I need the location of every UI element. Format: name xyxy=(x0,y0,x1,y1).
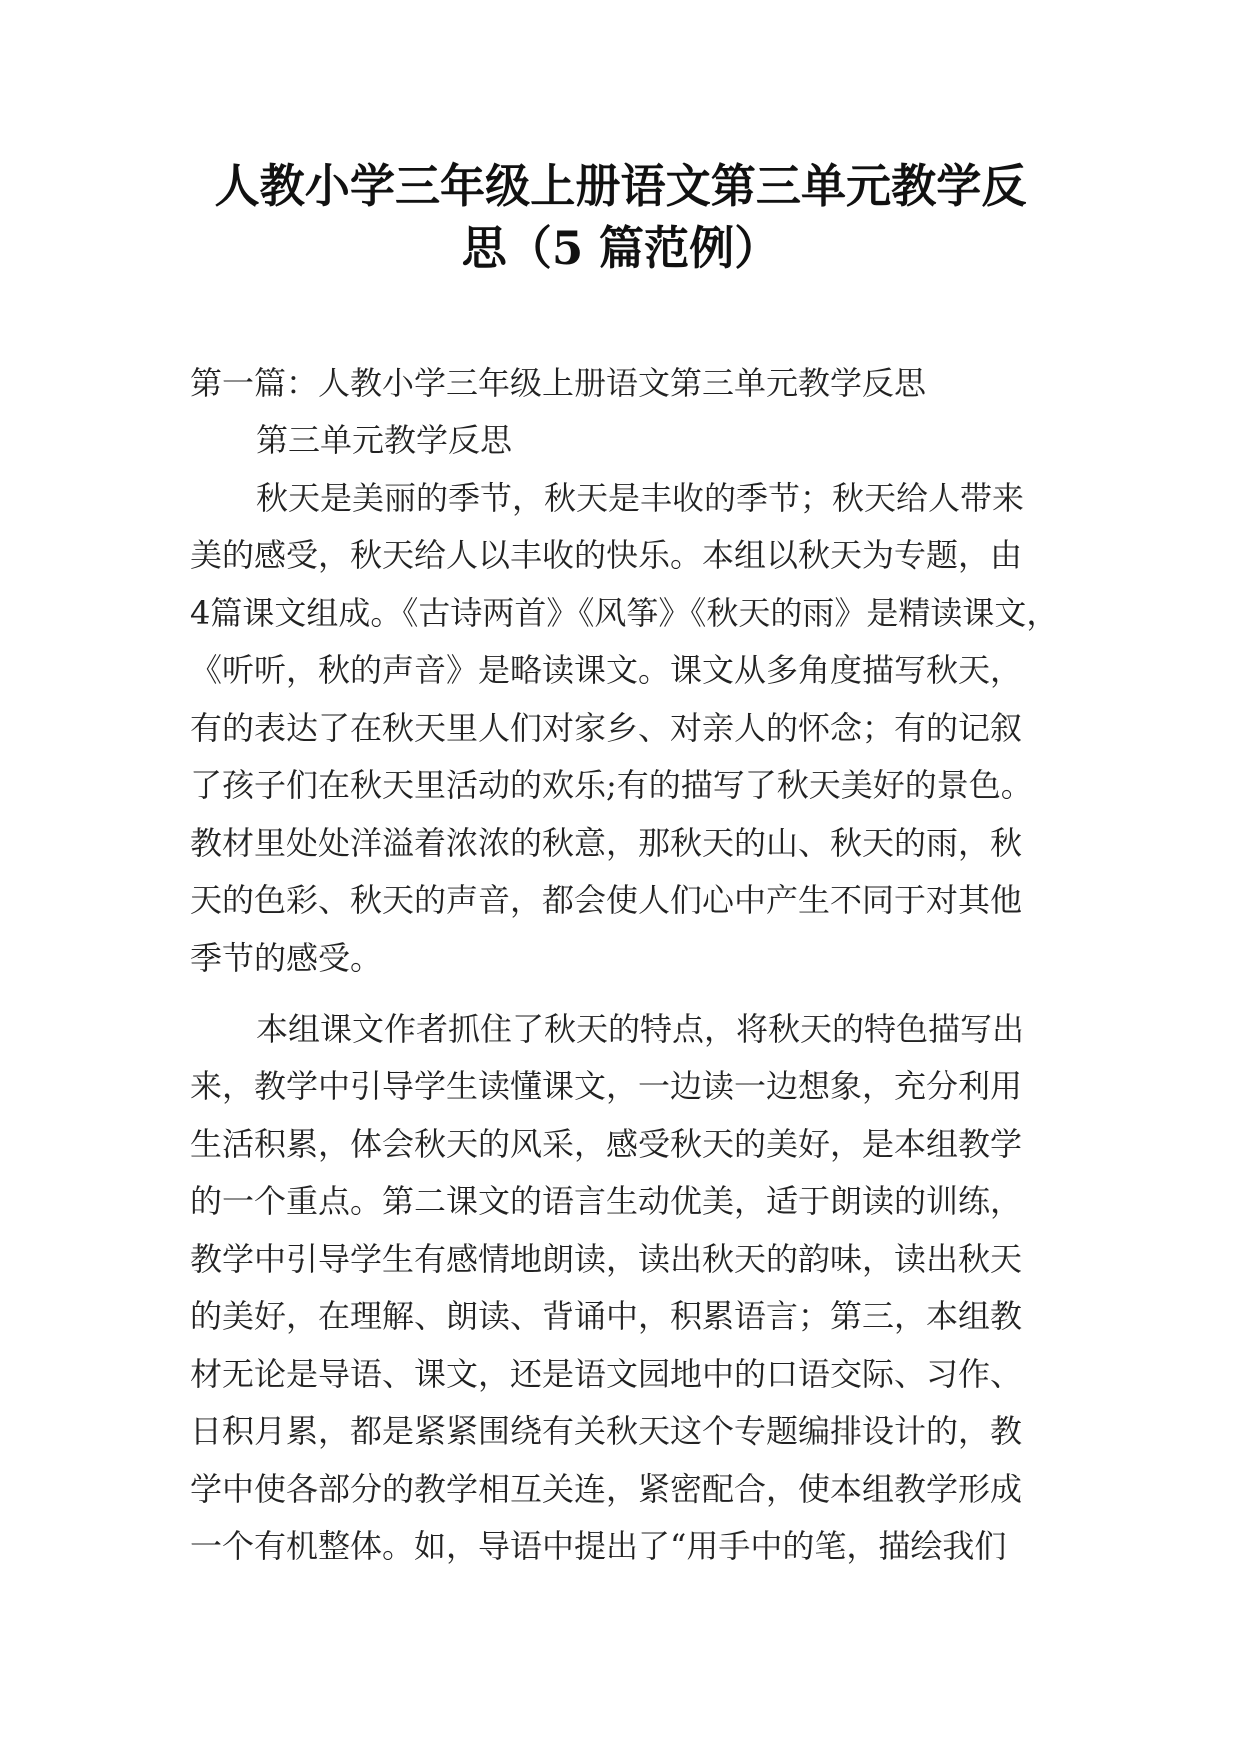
paragraph-1-line: 秋天是美丽的季节，秋天是丰收的季节；秋天给人带来 xyxy=(256,479,1025,517)
paragraph-2-line: 本组课文作者抓住了秋天的特点，将秋天的特色描写出 xyxy=(256,1010,1025,1048)
paragraph-1-line: 4篇课文组成。《古诗两首》《风筝》《秋天的雨》是精读课文， xyxy=(190,594,1059,632)
subheading: 第三单元教学反思 xyxy=(256,421,513,459)
paragraph-1-line: 了孩子们在秋天里活动的欢乐;有的描写了秋天美好的景色。 xyxy=(190,766,1033,804)
paragraph-1-line: 美的感受，秋天给人以丰收的快乐。本组以秋天为专题，由 xyxy=(190,536,1023,574)
paragraph-2-line: 一个有机整体。如，导语中提出了“用手中的笔，描绘我们 xyxy=(190,1527,1007,1565)
paragraph-2-line: 学中使各部分的教学相互关连，紧密配合，使本组教学形成 xyxy=(190,1470,1023,1508)
paragraph-2-line: 来，教学中引导学生读懂课文，一边读一边想象，充分利用 xyxy=(190,1067,1023,1105)
document-title-line-1: 人教小学三年级上册语文第三单元教学反 xyxy=(214,159,1027,213)
document-title-line-2: 思（5 篇范例） xyxy=(461,221,780,275)
paragraph-2-line: 生活积累，体会秋天的风采，感受秋天的美好，是本组教学 xyxy=(190,1125,1023,1163)
paragraph-2-line: 的一个重点。第二课文的语言生动优美，适于朗读的训练， xyxy=(190,1182,1023,1220)
section-heading: 第一篇：人教小学三年级上册语文第三单元教学反思 xyxy=(190,364,927,402)
paragraph-1-line: 教材里处处洋溢着浓浓的秋意，那秋天的山、秋天的雨，秋 xyxy=(190,824,1023,862)
paragraph-2-line: 材无论是导语、课文，还是语文园地中的口语交际、习作、 xyxy=(190,1355,1023,1393)
paragraph-1-line: 《听听，秋的声音》是略读课文。课文从多角度描写秋天， xyxy=(190,651,1023,689)
paragraph-1-line: 有的表达了在秋天里人们对家乡、对亲人的怀念；有的记叙 xyxy=(190,709,1023,747)
paragraph-2-line: 教学中引导学生有感情地朗读，读出秋天的韵味，读出秋天 xyxy=(190,1240,1023,1278)
paragraph-1-line: 天的色彩、秋天的声音，都会使人们心中产生不同于对其他 xyxy=(190,881,1023,919)
paragraph-1-line: 季节的感受。 xyxy=(190,939,383,977)
paragraph-2-line: 日积月累，都是紧紧围绕有关秋天这个专题编排设计的，教 xyxy=(190,1412,1023,1450)
paragraph-2-line: 的美好，在理解、朗读、背诵中，积累语言；第三，本组教 xyxy=(190,1297,1023,1335)
